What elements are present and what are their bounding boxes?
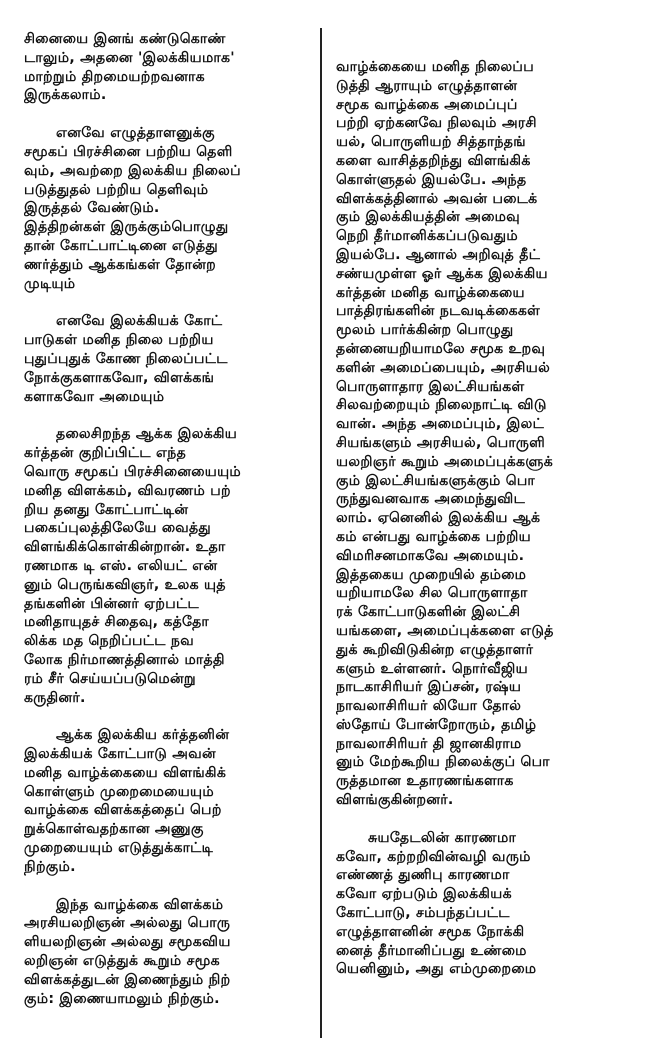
paragraph	[336, 829, 636, 979]
left-column	[24, 30, 324, 1008]
paragraph	[24, 124, 324, 293]
paragraph	[24, 726, 324, 876]
text-line: இந்த வாழ்க்கை விளக்கம்	[56, 896, 224, 913]
text-line: படுத்துதல் பற்றிய தெளிவும்	[24, 181, 209, 198]
text-line: மாற்றும் திறமையற்றவனாக	[24, 68, 205, 85]
text-line: மனித விளக்கம், விவரணம் பற்	[24, 482, 231, 499]
text-line: கும்: இணையாமலும் நிற்கும்.	[24, 990, 220, 1007]
text-line: இயல்பே. ஆனால் அறிவுத் தீட்	[336, 246, 541, 263]
text-line: ளியலறிஞன் அல்லது சமூகவிய	[24, 934, 231, 951]
text-line: நோக்குகளாகவோ, விளக்கங்	[24, 369, 215, 386]
text-line: கர்த்தன் மனித வாழ்க்கையை	[336, 284, 525, 301]
paragraph	[24, 896, 324, 1009]
text-line: ருந்துவனவாக அமைந்துவிட	[336, 491, 526, 508]
text-line: யறியாமலே சில பொருளாதா	[336, 585, 528, 602]
text-line: ஆக்க இலக்கிய கர்த்தனின்	[56, 727, 230, 744]
text-line: கவோ, கற்றறிவின்வழி வரும்	[336, 848, 531, 865]
paragraph	[24, 312, 324, 406]
text-line: றுக்கொள்வதற்கான அணுகு	[24, 821, 204, 838]
text-line: சமூக வாழ்க்கை அமைப்புப்	[336, 96, 518, 113]
text-line: வான். அந்த அமைப்பும், இலட்	[336, 416, 545, 433]
text-line: விமரிசனமாகவே அமையும்.	[336, 547, 525, 564]
paragraph-gap	[24, 877, 324, 896]
text-line: தலைசிறந்த ஆக்க இலக்கிய	[56, 426, 238, 443]
text-line: அரசியலறிஞன் அல்லது பொரு	[24, 915, 231, 932]
text-line: கர்த்தன் குறிப்பிட்ட எந்த	[24, 445, 187, 462]
text-line: லிக்க மத நெறிப்பட்ட நவ	[24, 633, 195, 650]
text-line: எழுத்தாளனின் சமூக நோக்கி	[336, 923, 525, 940]
text-line: ரக் கோட்பாடுகளின் இலட்சி	[336, 604, 521, 621]
text-line: சுயதேடலின் காரணமா	[368, 829, 517, 846]
text-line: பகைப்புலத்திலேயே வைத்து	[24, 520, 211, 537]
text-line: சியங்களும் அரசியல், பொருளி	[336, 434, 546, 451]
text-line: நாவலாசிரியர் தி ஜானகிராம	[336, 735, 522, 752]
text-line: விளங்கிக்கொள்கின்றான். உதா	[24, 539, 226, 556]
text-line: நிற்கும்.	[24, 858, 76, 875]
text-line: ஸ்தோய் போன்றோரும், தமிழ்	[336, 716, 537, 733]
text-line: முடியும்	[24, 275, 76, 292]
text-line: வாழ்க்கையை மனித நிலைப்ப	[336, 59, 534, 75]
text-line: யலறிஞர் கூறும் அமைப்புக்களுக்	[336, 453, 554, 470]
text-line: சமூகப் பிரச்சினை பற்றிய தெளி	[24, 143, 233, 160]
text-line: ரணமாக டி எஸ். எலியட் என்	[24, 557, 218, 574]
paragraph-gap	[24, 105, 324, 124]
text-line: விளக்கத்தினால் அவன் படைக்	[336, 190, 538, 207]
text-line: மூலம் பார்க்கின்ற பொழுது	[336, 322, 514, 339]
text-line: கொள்ளுதல் இயல்பே. அந்த	[336, 171, 527, 188]
text-line: சினையை இனங் கண்டுகொண்	[24, 31, 226, 47]
text-line: யங்களை, அமைப்புக்களை எடுத்	[336, 622, 554, 639]
text-line: னைத் தீர்மானிப்பது உண்மை	[336, 942, 527, 959]
text-line: சிலவற்றையும் நிலைநாட்டி விடு	[336, 397, 547, 414]
text-line: லறிஞன் எடுத்துக் கூறும் சமூக	[24, 953, 220, 970]
right-column	[336, 58, 636, 979]
text-line: மனிதாயுதச் சிதைவு, கத்தோ	[24, 614, 209, 631]
text-line: பாத்திரங்களின் நடவடிக்கைகள்	[336, 303, 541, 320]
text-line: மனித வாழ்க்கையை விளங்கிக்	[24, 764, 227, 781]
column-divider	[320, 28, 322, 1038]
text-line: நாவலாசிரியர் லியோ தோல்	[336, 698, 522, 715]
text-line: நாடகாசிரியர் இப்சன், ரஷ்ய	[336, 679, 522, 696]
text-line: பற்றி ஏற்கனவே நிலவும் அரசி	[336, 115, 537, 132]
text-line: விளக்கத்துடன் இணைந்தும் நிற்	[24, 971, 231, 988]
text-line: யல், பொருளியற் சித்தாந்தங்	[336, 134, 526, 151]
text-line: கொள்ளும் முறைமையையும்	[24, 783, 215, 800]
text-line: டாலும், அதனை 'இலக்கியமாக'	[24, 49, 235, 66]
text-line: எனவே எழுத்தாளனுக்கு	[56, 125, 215, 142]
text-line: கம் என்பது வாழ்க்கை பற்றிய	[336, 528, 531, 545]
text-line: எண்ணத் துணிபு காரணமா	[336, 867, 510, 884]
text-line: நெறி தீர்மானிக்கப்படுவதும்	[336, 228, 518, 245]
text-line: இருத்தல் வேண்டும்.	[24, 200, 160, 217]
text-line: தங்களின் பின்னர் ஏற்பட்ட	[24, 595, 199, 612]
text-line: களின் அமைப்பையும், அரசியல்	[336, 359, 551, 376]
text-line: எனவே இலக்கியக் கோட்	[56, 313, 223, 330]
text-line: விளங்குகின்றனர்.	[336, 792, 454, 809]
text-line: சண்யமுள்ள ஓர் ஆக்க இலக்கிய	[336, 265, 548, 282]
text-line: களும் உள்ளனர். நொர்வீஜிய	[336, 660, 529, 677]
text-line: ணர்த்தும் ஆக்கங்கள் தோன்ற	[24, 256, 217, 273]
text-line: களை வாசித்தறிந்து விளங்கிக்	[336, 152, 531, 169]
text-line: இத்திறன்கள் இருக்கும்பொழுது	[24, 219, 229, 236]
text-line: தன்னையறியாமலே சமூக உறவு	[336, 340, 546, 357]
paragraph	[24, 425, 324, 707]
text-line: தான் கோட்பாட்டினை எடுத்து	[24, 237, 218, 254]
text-line: பாடுகள் மனித நிலை பற்றிய	[24, 332, 214, 349]
text-line: ரம் சீர் செய்யப்படுமென்று	[24, 670, 196, 687]
text-line: இத்தகைய முறையில் தம்மை	[336, 566, 527, 583]
paragraph-gap	[24, 406, 324, 425]
paragraph-gap	[24, 293, 324, 312]
text-line: லாம். ஏனெனில் இலக்கிய ஆக்	[336, 510, 541, 527]
text-line: னும் மேற்கூறிய நிலைக்குப் பொ	[336, 754, 550, 771]
text-line: றிய தனது கோட்பாட்டின்	[24, 501, 189, 518]
text-line: னும் பெருங்கவிஞர், உலக யுத்	[24, 576, 226, 593]
text-line: லோக நிர்மாணத்தினால் மாத்தி	[24, 651, 225, 668]
text-line: களாகவோ அமையும்	[24, 388, 165, 405]
text-line: இலக்கியக் கோட்பாடு அவன்	[24, 746, 216, 763]
text-line: துக் கூறிவிடுகின்ற எழுத்தாளர்	[336, 641, 534, 658]
text-line: இருக்கலாம்.	[24, 87, 107, 104]
text-line: வும், அவற்றை இலக்கிய நிலைப்	[24, 162, 241, 179]
text-line: புதுப்புதுக் கோண நிலைப்பட்ட	[24, 350, 228, 367]
text-line: வாழ்க்கை விளக்கத்தைப் பெற்	[24, 802, 222, 819]
paragraph-gap	[336, 810, 636, 829]
paragraph	[336, 58, 636, 810]
text-line: கும் இலக்கியத்தின் அமைவு	[336, 209, 521, 226]
text-line: டுத்தி ஆராயும் எழுத்தாளன்	[336, 77, 518, 94]
text-line: முறையையும் எடுத்துக்காட்டி	[24, 840, 214, 857]
text-line: ருத்தமான உதாரணங்களாக	[336, 773, 514, 790]
text-line: பொருளாதார இலட்சியங்கள்	[336, 378, 525, 395]
paragraph	[24, 30, 324, 105]
text-line: வொரு சமூகப் பிரச்சினையையும்	[24, 463, 242, 480]
text-line: கோட்பாடு, சம்பந்தப்பட்ட	[336, 905, 510, 922]
text-line: கும் இலட்சியங்களுக்கும் பொ	[336, 472, 535, 489]
paragraph-gap	[24, 707, 324, 726]
text-line: யெனினும், அது எம்முறைமை	[336, 961, 537, 978]
text-line: கருதினர்.	[24, 689, 86, 706]
text-line: கவோ ஏற்படும் இலக்கியக்	[336, 886, 512, 903]
